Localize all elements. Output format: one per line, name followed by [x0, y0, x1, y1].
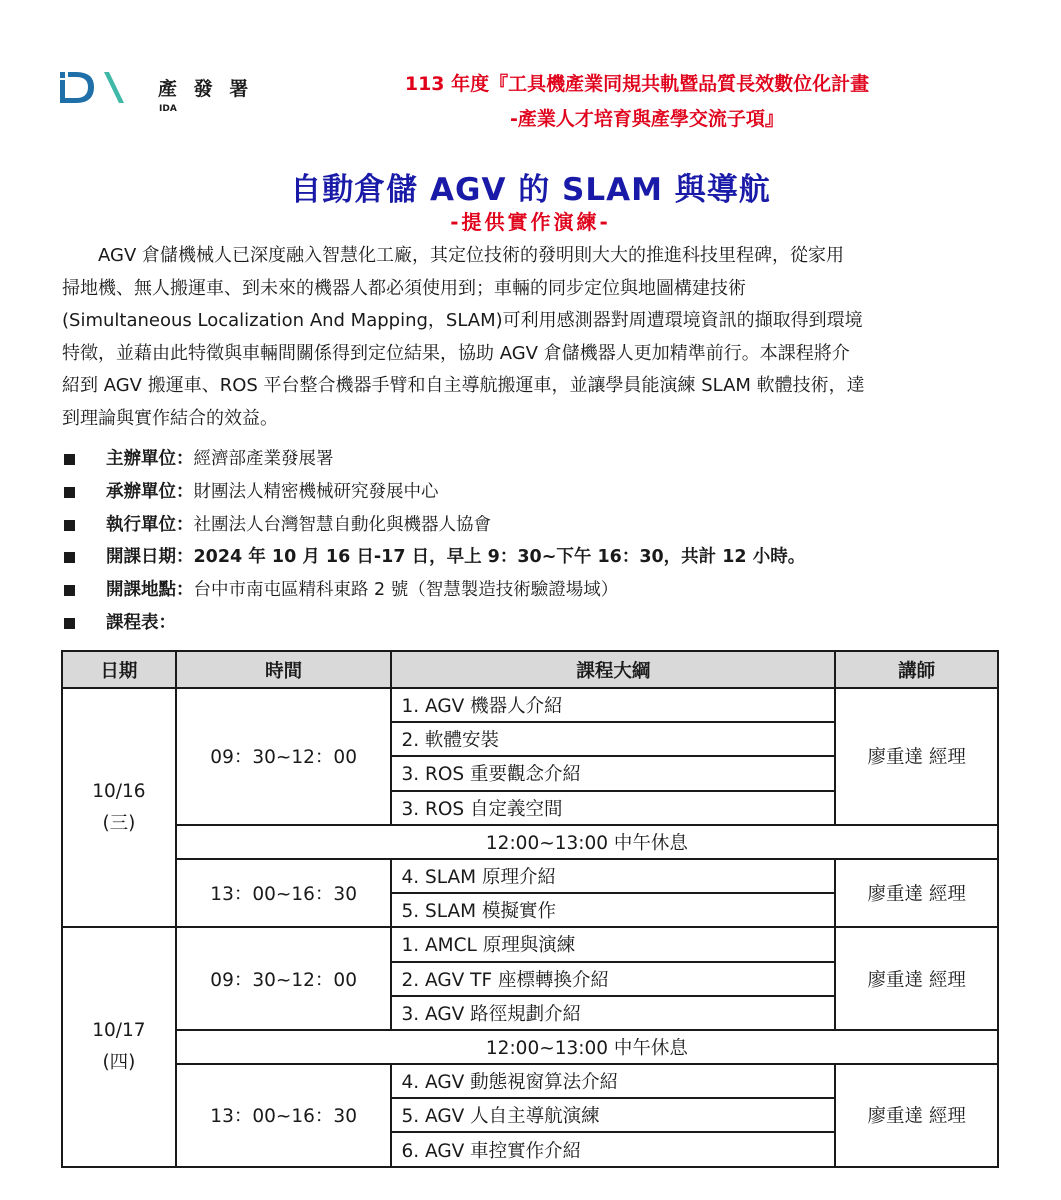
topic-cell: 6. AGV 車控實作介紹: [391, 1132, 835, 1166]
instructor-cell: 廖重達 經理: [835, 688, 998, 825]
topic-cell: 5. SLAM 模擬實作: [391, 893, 835, 927]
square-bullet-icon: [64, 585, 75, 596]
session-time: 13：00~16：30: [176, 1064, 392, 1167]
header-time: 時間: [176, 651, 392, 688]
info-label: 承辦單位：: [106, 481, 194, 502]
schedule-table: [61, 650, 999, 1168]
day-weekday: (四): [102, 1051, 136, 1073]
topic-cell: 5. AGV 人自主導航演練: [391, 1098, 835, 1132]
info-executor: [62, 509, 1002, 542]
topic-cell: 1. AGV 機器人介紹: [391, 688, 835, 722]
table-row: [62, 688, 998, 722]
table-row: [62, 1064, 998, 1098]
square-bullet-icon: [64, 454, 75, 465]
table-row: [62, 859, 998, 893]
header-date: 日期: [62, 651, 176, 688]
lunch-break: 12:00~13:00 中午休息: [176, 825, 998, 859]
info-contractor: [62, 476, 1002, 509]
ida-logo-icon: [58, 70, 138, 106]
info-organizer: [62, 443, 1002, 476]
square-bullet-icon: [64, 487, 75, 498]
info-value: 2024 年 10 月 16 日-17 日，早上 9：30~下午 16：30，共計 12 小時。: [193, 547, 806, 568]
instructor-cell: 廖重達 經理: [835, 927, 998, 1030]
session-time: 13：00~16：30: [176, 859, 392, 927]
intro-line: 紹到 AGV 搬運車、ROS 平台整合機器手臂和自主導航搬運車，並讓學員能演練 SLAM 軟體技術，達: [62, 375, 865, 396]
instructor-cell: 廖重達 經理: [835, 1064, 998, 1167]
square-bullet-icon: [64, 618, 75, 629]
plan-title-line2: -產業人才培育與產學交流子項』: [510, 108, 784, 130]
org-name-cn: 產 發 署: [158, 78, 254, 100]
info-value: 財團法人精密機械研究發展中心: [193, 481, 439, 502]
day-cell: [62, 927, 176, 1166]
info-value: 社團法人台灣智慧自動化與機器人協會: [193, 514, 491, 535]
table-row: [62, 927, 998, 961]
intro-paragraph: [62, 240, 1000, 435]
topic-cell: 4. AGV 動態視窗算法介紹: [391, 1064, 835, 1098]
info-schedule: [62, 607, 1002, 640]
info-value: 經濟部產業發展署: [193, 449, 334, 469]
instructor-cell: 廖重達 經理: [835, 859, 998, 927]
info-label: 課程表：: [106, 612, 176, 633]
info-value: 台中市南屯區精科東路 2 號（智慧製造技術驗證場域）: [193, 580, 619, 601]
topic-cell: 4. SLAM 原理介紹: [391, 859, 835, 893]
header-instructor: 講師: [835, 651, 998, 688]
day-weekday: (三): [102, 812, 136, 834]
info-label: 執行單位：: [106, 514, 194, 535]
intro-line: 掃地機、無人搬運車、到未來的機器人都必須使用到；車輛的同步定位與地圖構建技術: [62, 277, 746, 299]
topic-cell: 2. AGV TF 座標轉換介紹: [391, 962, 835, 996]
day-cell: [62, 688, 176, 927]
org-name-en: IDA: [159, 104, 177, 114]
table-header-row: [62, 651, 998, 688]
intro-line: 到理論與實作結合的效益。: [62, 407, 278, 429]
plan-title-line1: 113 年度『工具機產業同規共軌暨品質長效數位化計畫: [404, 73, 870, 95]
topic-cell: 3. ROS 重要觀念介紹: [391, 756, 835, 790]
topic-cell: 3. ROS 自定義空間: [391, 791, 835, 825]
header-outline: 課程大綱: [391, 651, 835, 688]
day-date: 10/16: [92, 780, 146, 802]
info-label: 開課地點：: [106, 580, 194, 601]
intro-line: AGV 倉儲機械人已深度融入智慧化工廠，其定位技術的發明則大大的推進科技里程碑，從家用: [98, 245, 844, 266]
table-row: [62, 825, 998, 859]
info-date: [62, 541, 1002, 574]
topic-cell: 1. AMCL 原理與演練: [391, 927, 835, 961]
square-bullet-icon: [64, 552, 75, 563]
session-time: 09：30~12：00: [176, 688, 392, 825]
course-title: 自動倉儲 AGV 的 SLAM 與導航: [290, 172, 771, 208]
info-venue: [62, 574, 1002, 607]
table-row: [62, 1030, 998, 1064]
course-subtitle: -提供實作演練-: [450, 210, 611, 234]
info-label: 開課日期：: [106, 547, 194, 568]
session-time: 09：30~12：00: [176, 927, 392, 1030]
intro-line: 特徵，並藉由此特徵與車輛間關係得到定位結果，協助 AGV 倉儲機器人更加精準前行。本課程將介: [62, 342, 850, 364]
day-date: 10/17: [92, 1019, 146, 1041]
ida-logo: [58, 70, 258, 120]
topic-cell: 3. AGV 路徑規劃介紹: [391, 996, 835, 1030]
intro-line: (Simultaneous Localization And Mapping，SLAM)可利用感測器對周遭環境資訊的擷取得到環境: [62, 310, 863, 331]
lunch-break: 12:00~13:00 中午休息: [176, 1030, 998, 1064]
topic-cell: 2. 軟體安裝: [391, 722, 835, 756]
info-label: 主辦單位：: [106, 449, 194, 469]
square-bullet-icon: [64, 520, 75, 531]
course-info-list: [62, 443, 1002, 640]
